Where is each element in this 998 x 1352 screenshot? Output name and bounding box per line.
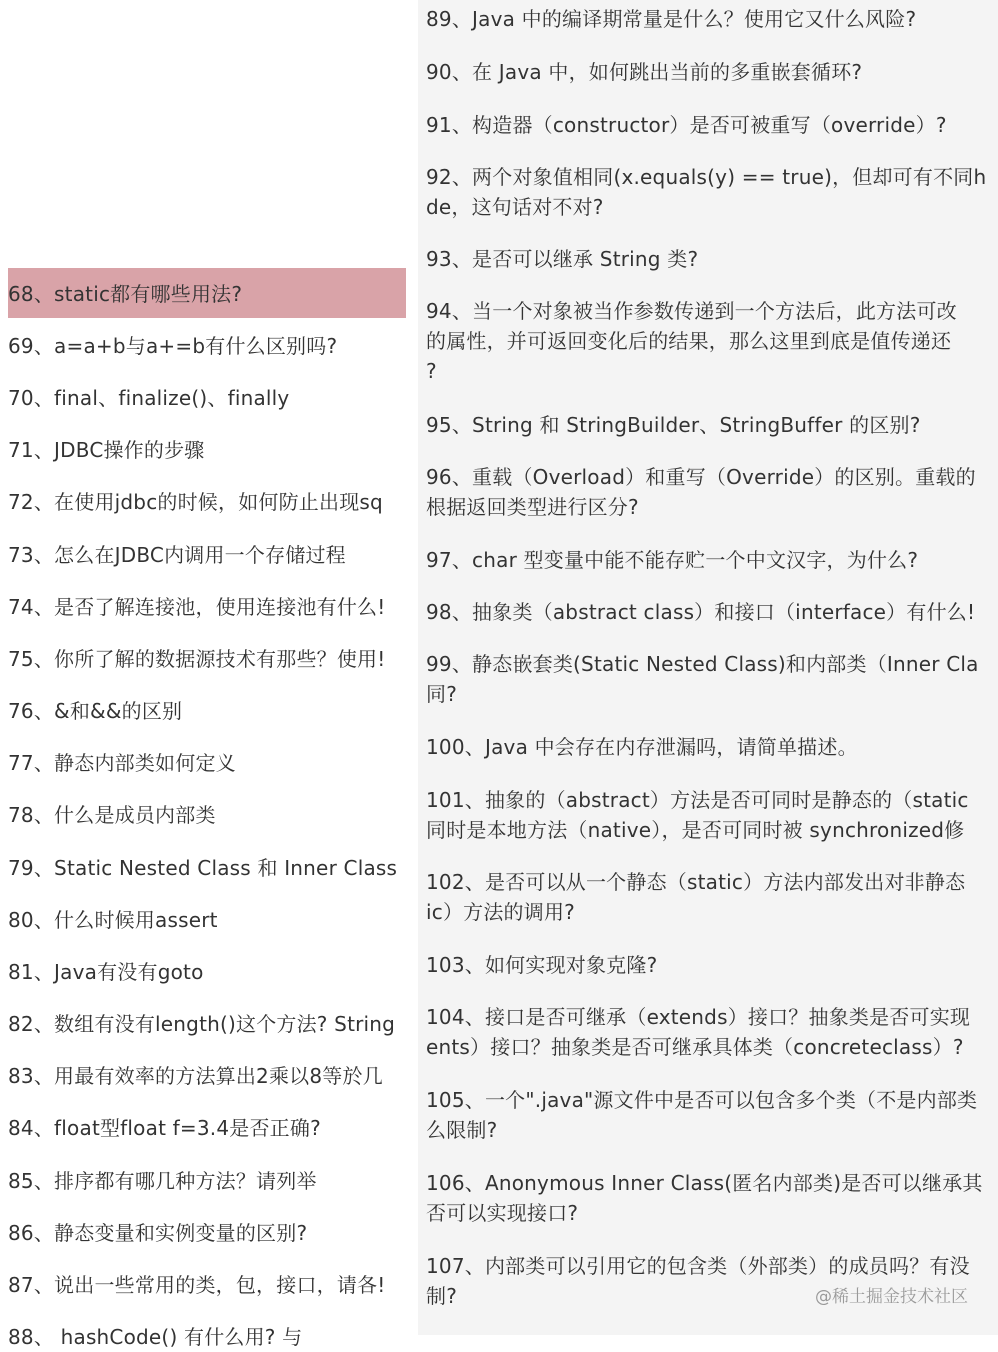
question-item: 81、Java有没有goto xyxy=(8,960,204,984)
question-line: ? xyxy=(426,359,437,383)
question-item xyxy=(426,867,965,927)
question-item: 80、什么时候用assert xyxy=(8,908,218,932)
question-item xyxy=(426,410,921,440)
question-line: ents）接口？抽象类是否可继承具体类（concreteclass）? xyxy=(426,1035,964,1059)
left-question-list xyxy=(0,0,408,1349)
watermark: @稀土掘金技术社区 xyxy=(815,1287,968,1307)
question-line: 同? xyxy=(426,682,458,706)
question-line: 97、char 型变量中能不能存贮一个中文汉字，为什么? xyxy=(426,548,919,572)
question-item: 83、用最有效率的方法算出2乘以8等於几 xyxy=(8,1064,383,1088)
question-item xyxy=(426,732,858,762)
question-item: 78、什么是成员内部类 xyxy=(8,803,216,827)
question-line: 的属性，并可返回变化后的结果，那么这里到底是值传递还 xyxy=(426,329,952,353)
question-line: 93、是否可以继承 String 类? xyxy=(426,247,699,271)
question-line: 91、构造器（constructor）是否可被重写（override）? xyxy=(426,113,947,137)
question-item: 84、float型float f=3.4是否正确? xyxy=(8,1116,321,1140)
question-line: 同时是本地方法（native），是否可同时被 synchronized修 xyxy=(426,818,965,842)
question-line: 106、Anonymous Inner Class(匿名内部类)是否可以继承其 xyxy=(426,1171,983,1195)
question-item: 86、静态变量和实例变量的区别? xyxy=(8,1221,308,1245)
question-item: 75、你所了解的数据源技术有那些？使用! xyxy=(8,647,386,671)
question-item xyxy=(426,4,916,34)
question-line: 根据返回类型进行区分? xyxy=(426,495,639,519)
question-line: 90、在 Java 中，如何跳出当前的多重嵌套循环? xyxy=(426,60,863,84)
question-item: 72、在使用jdbc的时候，如何防止出现sq xyxy=(8,490,383,514)
column-gutter xyxy=(408,0,418,1335)
question-item: 68、static都有哪些用法? xyxy=(8,282,243,306)
question-item: 71、JDBC操作的步骤 xyxy=(8,438,205,462)
question-item: 74、是否了解连接池，使用连接池有什么! xyxy=(8,595,386,619)
question-line: 96、重载（Overload）和重写（Override）的区别。重载的 xyxy=(426,465,976,489)
question-line: ic）方法的调用? xyxy=(426,900,575,924)
question-item xyxy=(426,57,862,87)
question-item xyxy=(426,597,975,627)
question-line: 制? xyxy=(426,1284,458,1308)
question-item: 69、a=a+b与a+=b有什么区别吗? xyxy=(8,334,338,358)
question-item: 77、静态内部类如何定义 xyxy=(8,751,236,775)
question-line: 100、Java 中会存在内存泄漏吗，请简单描述。 xyxy=(426,735,858,759)
question-item xyxy=(426,296,957,386)
question-line: 94、当一个对象被当作参数传递到一个方法后，此方法可改 xyxy=(426,299,957,323)
question-item: 70、final、finalize()、finally xyxy=(8,386,290,410)
question-item xyxy=(426,545,918,575)
question-line: 98、抽象类（abstract class）和接口（interface）有什么! xyxy=(426,600,976,624)
question-item: 87、说出一些常用的类，包，接口，请各! xyxy=(8,1273,386,1297)
question-item xyxy=(426,785,969,845)
question-line: 101、抽象的（abstract）方法是否可同时是静态的（static xyxy=(426,788,969,812)
question-line: 102、是否可以从一个静态（static）方法内部发出对非静态 xyxy=(426,870,966,894)
question-item: 88、 hashCode() 有什么用? 与 xyxy=(8,1325,303,1349)
question-line: 99、静态嵌套类(Static Nested Class)和内部类（Inner Cla xyxy=(426,652,979,676)
question-line: 95、String 和 StringBuilder、StringBuffer 的区别? xyxy=(426,413,921,437)
question-line: 107、内部类可以引用它的包含类（外部类）的成员吗？有没 xyxy=(426,1254,970,1278)
question-line: 否可以实现接口? xyxy=(426,1201,579,1225)
question-line: 105、一个".java"源文件中是否可以包含多个类（不是内部类 xyxy=(426,1088,978,1112)
question-item xyxy=(426,649,979,709)
question-line: 104、接口是否可继承（extends）接口？抽象类是否可实现 xyxy=(426,1005,971,1029)
question-item: 79、Static Nested Class 和 Inner Class xyxy=(8,856,398,880)
question-item xyxy=(426,1085,977,1145)
question-item xyxy=(426,1002,970,1062)
question-line: 92、两个对象值相同(x.equals(y) == true)，但却可有不同h xyxy=(426,165,987,189)
question-line: 103、如何实现对象克隆? xyxy=(426,953,658,977)
question-item: 85、排序都有哪几种方法？请列举 xyxy=(8,1169,317,1193)
question-line: de，这句话对不对? xyxy=(426,195,604,219)
question-item xyxy=(426,1168,983,1228)
question-line: 么限制? xyxy=(426,1118,498,1142)
question-item xyxy=(426,162,986,222)
question-item xyxy=(426,110,947,140)
question-item xyxy=(426,950,657,980)
question-item xyxy=(426,462,976,522)
question-line: 89、Java 中的编译期常量是什么？使用它又什么风险? xyxy=(426,7,917,31)
question-item: 76、&和&&的区别 xyxy=(8,699,183,723)
question-item xyxy=(426,244,698,274)
question-item: 82、数组有没有length()这个方法? String xyxy=(8,1012,396,1036)
question-item: 73、怎么在JDBC内调用一个存储过程 xyxy=(8,543,346,567)
right-question-list xyxy=(418,0,998,1335)
